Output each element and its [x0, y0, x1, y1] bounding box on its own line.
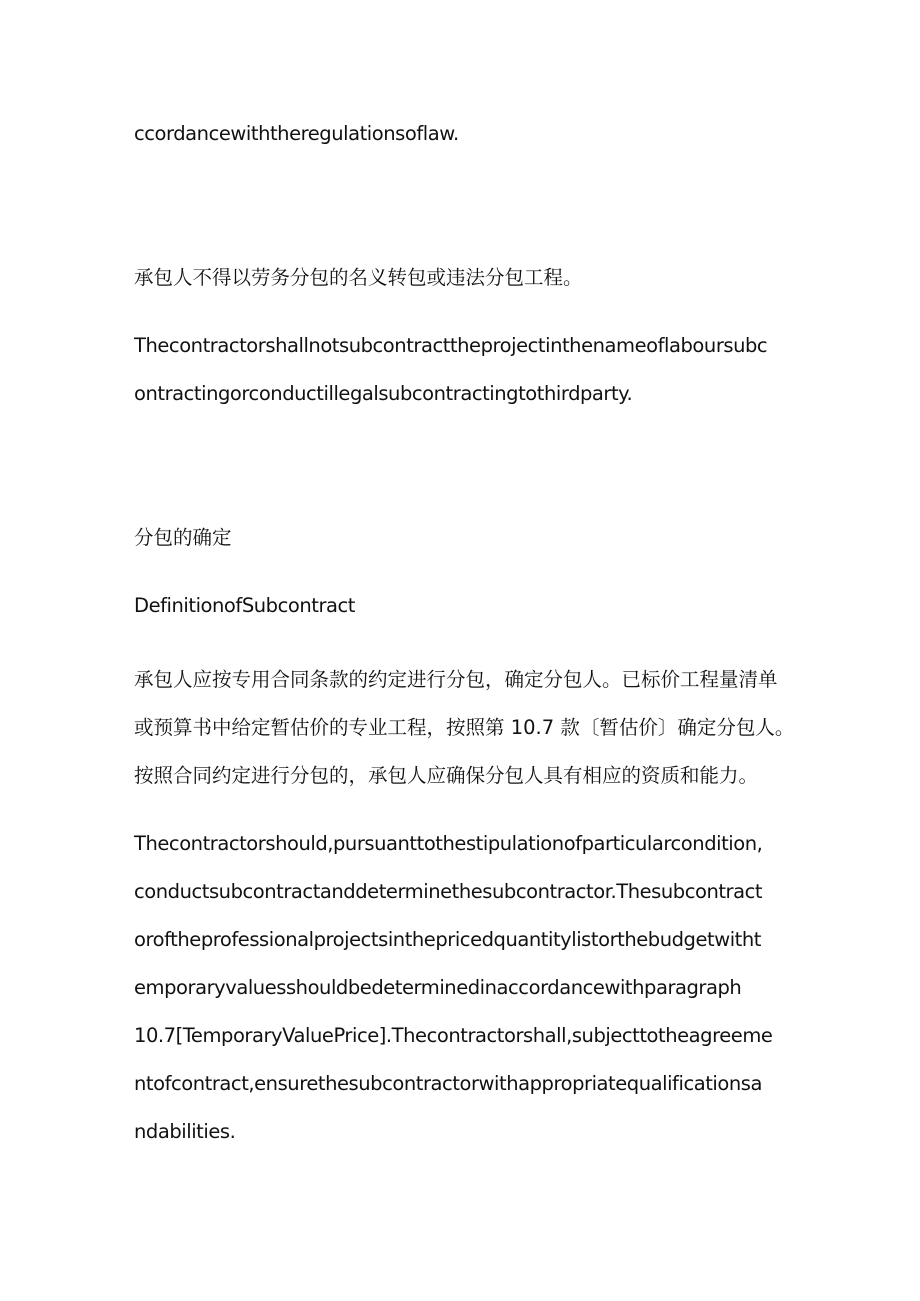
- text-line: ontractingorconductillegalsubcontractingtothirdparty.: [134, 382, 633, 405]
- text-line: 10.7[TemporaryValuePrice].Thecontractorshall,subjecttotheagreeme: [134, 1024, 773, 1047]
- section-heading-chinese: 分包的确定: [134, 526, 232, 549]
- text-line-chinese: 或预算书中给定暂估价的专业工程，按照第 10.7 款〔暂估价〕确定分包人。: [134, 716, 795, 739]
- text-line: ccordancewiththeregulationsoflaw.: [134, 122, 459, 145]
- text-line-chinese: 按照合同约定进行分包的，承包人应确保分包人具有相应的资质和能力。: [134, 764, 759, 787]
- text-line-chinese: 承包人不得以劳务分包的名义转包或违法分包工程。: [134, 266, 583, 289]
- text-line: oroftheprofessionalprojectsinthepricedquantitylistorthebudgetwitht: [134, 928, 761, 951]
- text-line: conductsubcontractanddeterminethesubcontractor.Thesubcontract: [134, 880, 763, 903]
- text-line: ntofcontract,ensurethesubcontractorwithappropriatequalificationsa: [134, 1072, 762, 1095]
- text-line: Thecontractorshallnotsubcontracttheprojectinthenameoflaboursubc: [134, 334, 768, 357]
- section-heading: DefinitionofSubcontract: [134, 594, 355, 617]
- text-line: Thecontractorshould,pursuanttothestipulationofparticularcondition,: [134, 832, 763, 855]
- text-line: ndabilities.: [134, 1120, 236, 1143]
- text-line-chinese: 承包人应按专用合同条款的约定进行分包，确定分包人。已标价工程量清单: [134, 668, 778, 691]
- text-line: emporaryvaluesshouldbedeterminedinaccordancewithparagraph: [134, 976, 742, 999]
